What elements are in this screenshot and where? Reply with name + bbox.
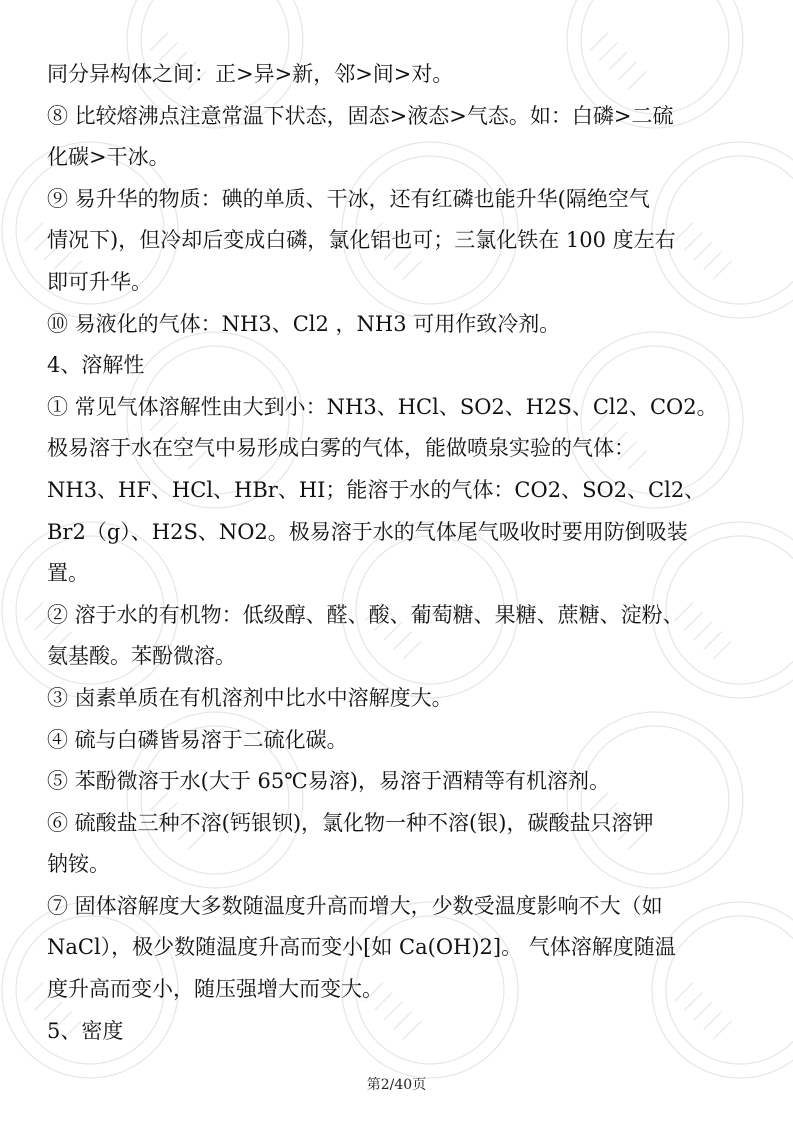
text-line: ① 常见气体溶解性由大到小：NH3、HCl、SO2、H2S、Cl2、CO2。 xyxy=(47,394,718,419)
text-line: 情况下)，但冷却后变成白磷，氯化铝也可；三氯化铁在 100 度左右 xyxy=(47,228,676,253)
watermark-mark xyxy=(25,983,43,1001)
text-line: ⑦ 固体溶解度大多数随温度升高而增大，少数受温度影响不大（如 xyxy=(47,893,663,918)
document-body xyxy=(47,54,757,1052)
text-line: ② 溶于水的有机物：低级醇、醛、酸、葡萄糖、果糖、蔗糖、淀粉、 xyxy=(47,602,684,627)
text-line: NaCl），极少数随温度升高而变小[如 Ca(OH)2]。 气体溶解度随温 xyxy=(47,935,676,960)
section-heading: 5、密度 xyxy=(47,1018,124,1043)
text-line: 同分异构体之间：正>异>新，邻>间>对。 xyxy=(47,62,454,86)
text-line: Br2（g）、H2S、NO2。极易溶于水的气体尾气吸收时要用防倒吸装 xyxy=(47,519,688,544)
text-line: 化碳>干冰。 xyxy=(47,145,170,170)
text-line: ④ 硫与白磷皆易溶于二硫化碳。 xyxy=(47,727,348,752)
text-line: ⑥ 硫酸盐三种不溶(钙银钡)，氯化物一种不溶(银)，碳酸盐只溶钾 xyxy=(47,810,654,835)
text-line: 钠铵。 xyxy=(47,852,110,877)
text-line: ③ 卤素单质在有机溶剂中比水中溶解度大。 xyxy=(47,685,453,710)
watermark-mark xyxy=(590,33,608,51)
text-line: ⑤ 苯酚微溶于水(大于 65℃易溶)，易溶于酒精等有机溶剂。 xyxy=(47,769,610,794)
text-line: 即可升华。 xyxy=(47,269,152,294)
text-line: 极易溶于水在空气中易形成白雾的气体，能做喷泉实验的气体： xyxy=(47,436,635,461)
text-line: ⑨ 易升华的物质：碘的单质、干冰，还有红磷也能升华(隔绝空气 xyxy=(47,186,650,211)
text-line: NH3、HF、HCl、HBr、HI；能溶于水的气体：CO2、SO2、Cl2、 xyxy=(47,477,706,502)
text-line: 置。 xyxy=(47,561,89,586)
section-heading: 4、溶解性 xyxy=(47,353,145,378)
watermark-mark xyxy=(150,33,168,51)
watermark-mark xyxy=(25,603,43,621)
page-number: 第2/40页 xyxy=(366,1077,427,1093)
text-line: 氨基酸。苯酚微溶。 xyxy=(47,644,236,669)
watermark-mark xyxy=(25,223,43,241)
text-line: ⑧ 比较熔沸点注意常温下状态，固态>液态>气态。如：白磷>二硫 xyxy=(47,103,674,128)
text-line: ⑩ 易液化的气体：NH3、Cl2 ，NH3 可用作致冷剂。 xyxy=(47,311,561,336)
text-line: 度升高而变小，随压强增大而变大。 xyxy=(47,977,383,1002)
